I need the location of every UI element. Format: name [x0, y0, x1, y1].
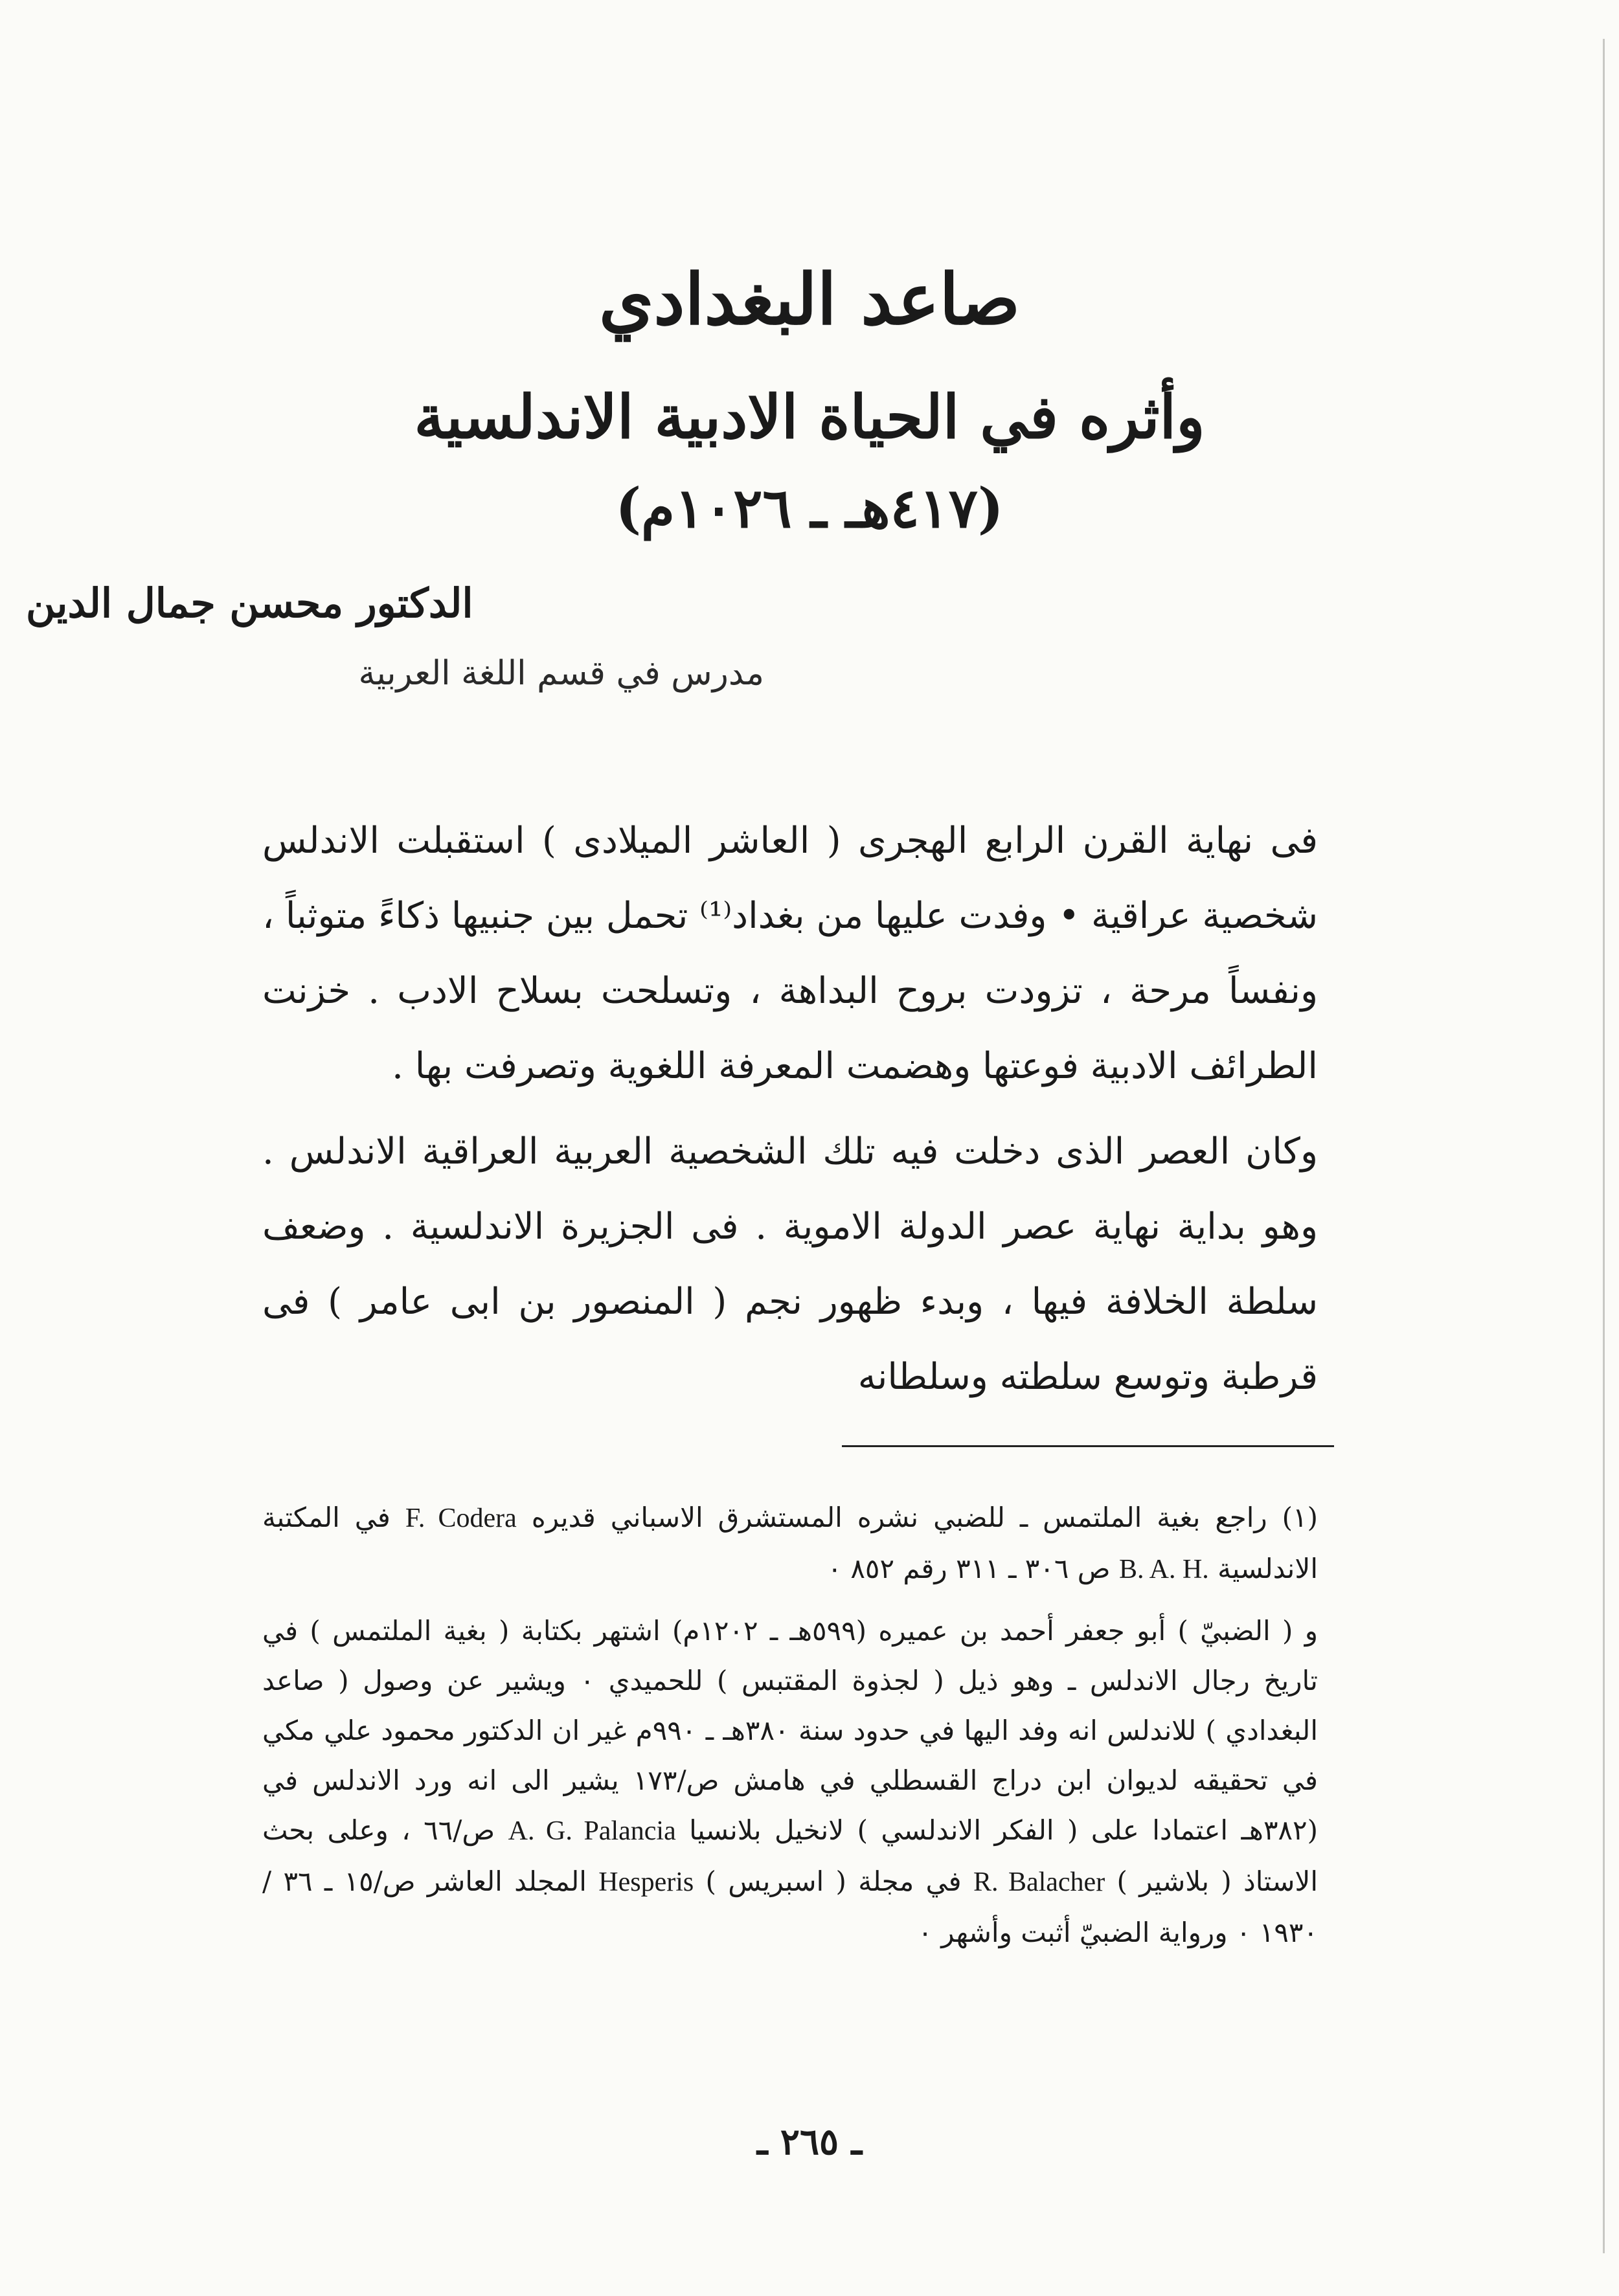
author-affiliation: مدرس في قسم اللغة العربية	[358, 654, 764, 693]
footnote-divider	[842, 1445, 1334, 1447]
footnote-2-latin-1: A. G. Palancia	[508, 1816, 676, 1846]
footnote-1	[262, 1492, 1318, 1595]
page-number: ـ ٢٦٥ ـ	[756, 2121, 863, 2163]
body-paragraph-2: وكان العصر الذى دخلت فيه تلك الشخصية العربية العراقية الاندلس . وهو بداية نهاية عصر الدولة الاموية . فى الجزيرة الاندلسية . وضعف سلطة الخلافة فيها ، وبدء ظهور نجم ( المنصور بن ابى عامر ) فى قرطبة وتوسع سلطته وسلطانه	[262, 1131, 1318, 1398]
author-name: الدكتور محسن جمال الدين	[26, 580, 473, 627]
footnote-1-latin-abbr: B. A. H.	[1118, 1555, 1209, 1584]
footnote-2-part-1: و ( الضبيّ ) أبو جعفر أحمد بن عميره (٥٩٩هـ ـ ١٢٠٢م) اشتهر بكتابة ( بغية الملتمس ) في تاريخ رجال الاندلس ـ وهو ذيل ( لجذوة المقتبس ) للحميدي ٠ ويشير عن وصول ( صاعد البغدادي ) للاندلس انه وفد اليها في حدود سنة ٣٨٠هـ ـ ٩٩٠م غير ان الدكتور محمود علي مكي في تحقيقه لديوان ابن دراج القسطلي في هامش ص/١٧٣ يشير الى انه ورد الاندلس في (٣٨٢هـ اعتمادا على ( الفكر الاندلسي ) لانخيل بلانسيا	[262, 1615, 1319, 1846]
footnote-2-part-3: في مجلة ( اسبريس )	[705, 1865, 962, 1897]
footnote-2-part-4: المجلد العاشر ص/١٥ ـ ٣٦ / ١٩٣٠ ٠ ورواية الضبيّ أثبت وأشهر ٠	[262, 1865, 1318, 1948]
footnote-2-latin-3: Hesperis	[598, 1867, 694, 1897]
footnote-1-end: ص ٣٠٦ ـ ٣١١ رقم ٨٥٢ ٠	[827, 1553, 1111, 1584]
body-paragraph-1: فى نهاية القرن الرابع الهجرى ( العاشر الميلادى ) استقبلت الاندلس شخصية عراقية • وفدت عليها من بغداد⁽¹⁾ تحمل بين جنبيها ذكاءً متوثباً ، ونفساً مرحة ، تزودت بروح البداهة ، وتسلحت بسلاح الادب . خزنت الطرائف الادبية فوعتها وهضمت المعرفة اللغوية وتصرفت بها .	[262, 820, 1318, 1087]
footnote-1-latin-name: F. Codera	[405, 1503, 517, 1533]
footnote-2-latin-2: R. Balacher	[973, 1867, 1105, 1897]
footnote-1-mid: في المكتبة الاندلسية	[262, 1502, 1318, 1584]
article-dates: (٤١٧هـ ـ ١٠٢٦م)	[615, 476, 1004, 540]
scan-edge-line	[1603, 39, 1605, 2253]
article-title: صاعد البغدادي	[598, 259, 1021, 341]
footnote-2	[262, 1606, 1318, 1957]
article-subtitle: وأثره في الحياة الادبية الاندلسية	[414, 382, 1205, 452]
footnote-2-part-2: ص/٦٦ ، وعلى بحث الاستاذ ( بلاشير )	[262, 1814, 1319, 1897]
footnote-1-text: (١) راجع بغية الملتمس ـ للضبي نشره المستشرق الاسباني قديره	[531, 1502, 1318, 1533]
